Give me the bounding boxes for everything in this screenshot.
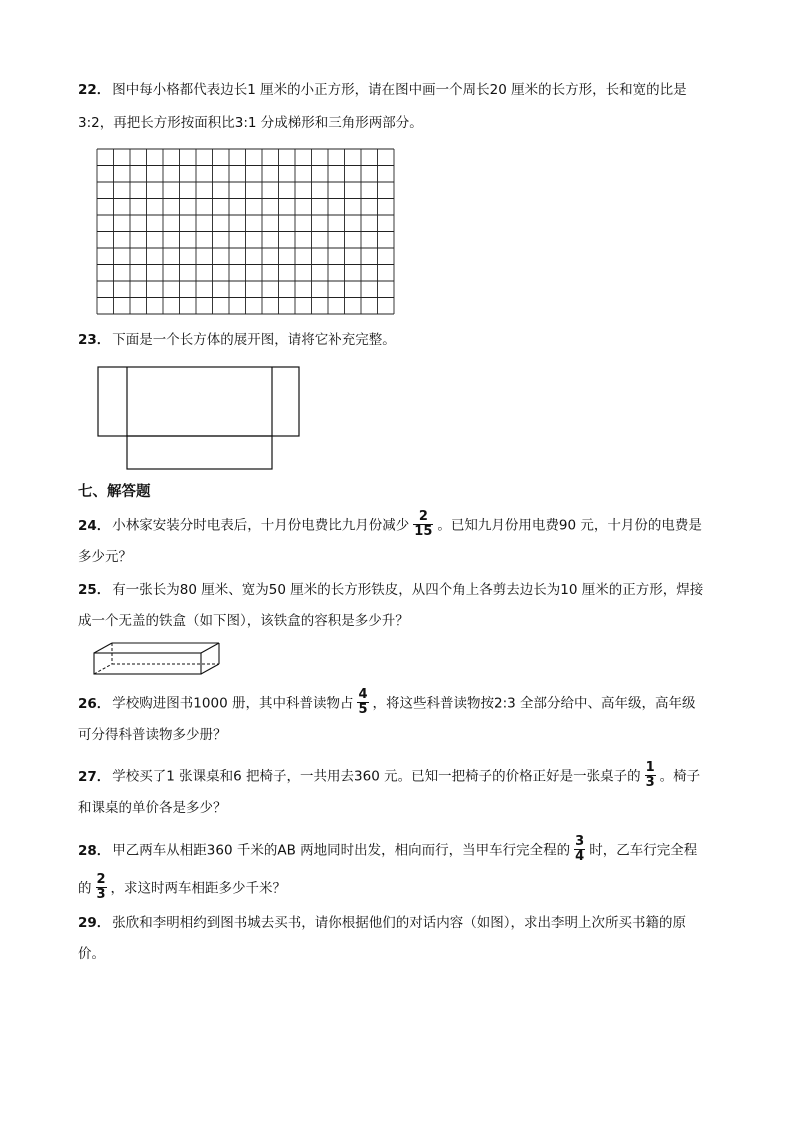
q23-text: 下面是一个长方体的展开图，请将它补充完整。 <box>112 332 396 348</box>
q26-number: 26． <box>78 695 111 712</box>
q24-frac-numerator: 2 <box>418 509 428 524</box>
q26-line1 <box>78 689 696 718</box>
q28-frac1-denominator: 4 <box>575 849 585 864</box>
q27-line1 <box>78 762 700 791</box>
open-box-figure <box>92 641 222 677</box>
q23-number: 23． <box>78 332 111 348</box>
q28-line2 <box>78 874 286 903</box>
q24-number: 24． <box>78 517 111 534</box>
q24-text-a: 小林家安装分时电表后，十月份电费比九月份减少 <box>112 517 410 534</box>
q27-frac-denominator: 3 <box>645 775 655 790</box>
q23-line <box>78 330 396 350</box>
q29-number: 29． <box>78 915 111 931</box>
q24-fraction <box>413 510 433 539</box>
q25-number: 25． <box>78 582 111 598</box>
q27-text-b: 。椅子 <box>659 768 701 785</box>
q28-frac2-denominator: 3 <box>96 887 106 902</box>
section-7-title: 七、解答题 <box>78 484 151 500</box>
q24-frac-denominator: 15 <box>414 524 433 539</box>
q27-fraction <box>645 761 656 790</box>
q29-line1 <box>78 913 686 933</box>
q28-text-b: 时，乙车行完全程 <box>589 842 698 859</box>
q27-text-a: 学校买了1 张课桌和6 把椅子，一共用去360 元。已知一把椅子的价格正好是一张桌子的 <box>112 768 641 785</box>
q28-frac2-numerator: 2 <box>96 872 106 887</box>
q24-line2: 多少元？ <box>78 549 132 565</box>
q26-frac-numerator: 4 <box>358 687 368 702</box>
q25-text1: 有一张长为80 厘米、宽为50 厘米的长方形铁皮，从四个角上各剪去边长为10 厘米的正方形，焊接 <box>112 582 704 598</box>
q28-line2-b: ，求这时两车相距多少千米？ <box>110 880 287 897</box>
q26-text-b: ，将这些科普读物按2:3 全部分给中、高年级，高年级 <box>372 695 696 712</box>
square-grid <box>96 148 396 316</box>
q24-line1 <box>78 511 702 540</box>
q28-fraction-1 <box>574 835 585 864</box>
q27-number: 27． <box>78 768 111 785</box>
q29-text1: 张欣和李明相约到图书城去买书，请你根据他们的对话内容（如图），求出李明上次所买书籍的原 <box>112 915 687 931</box>
cuboid-net-figure <box>96 365 302 471</box>
q27-frac-numerator: 1 <box>645 760 655 775</box>
q29-line2: 价。 <box>78 946 105 962</box>
q22-line2: 3:2，再把长方形按面积比3:1 分成梯形和三角形两部分。 <box>78 115 423 131</box>
q25-line2: 成一个无盖的铁盒（如下图），该铁盒的容积是多少升？ <box>78 613 409 629</box>
q26-frac-denominator: 5 <box>358 702 368 717</box>
q22-text1: 图中每小格都代表边长1 厘米的小正方形，请在图中画一个周长20 厘米的长方形，长和宽的比是 <box>112 82 687 98</box>
q22-line1 <box>78 80 687 100</box>
q28-text-a: 甲乙两车从相距360 千米的AB 两地同时出发，相向而行，当甲车行完全程的 <box>112 842 571 859</box>
net-bottom-face <box>127 436 272 469</box>
q28-frac1-numerator: 3 <box>575 834 585 849</box>
q26-line2: 可分得科普读物多少册？ <box>78 727 227 743</box>
q22-number: 22． <box>78 82 111 98</box>
q26-fraction <box>357 688 368 717</box>
q28-number: 28． <box>78 842 111 859</box>
q28-line2-a: 的 <box>78 880 92 897</box>
q26-text-a: 学校购进图书1000 册，其中科普读物占 <box>112 695 354 712</box>
q25-line1 <box>78 580 703 600</box>
q28-fraction-2 <box>96 873 107 902</box>
q28-line1 <box>78 836 697 865</box>
q27-line2: 和课桌的单价各是多少？ <box>78 800 227 816</box>
net-outer-rect <box>98 367 299 436</box>
q24-text-b: 。已知九月份用电费90 元，十月份的电费是 <box>437 517 702 534</box>
